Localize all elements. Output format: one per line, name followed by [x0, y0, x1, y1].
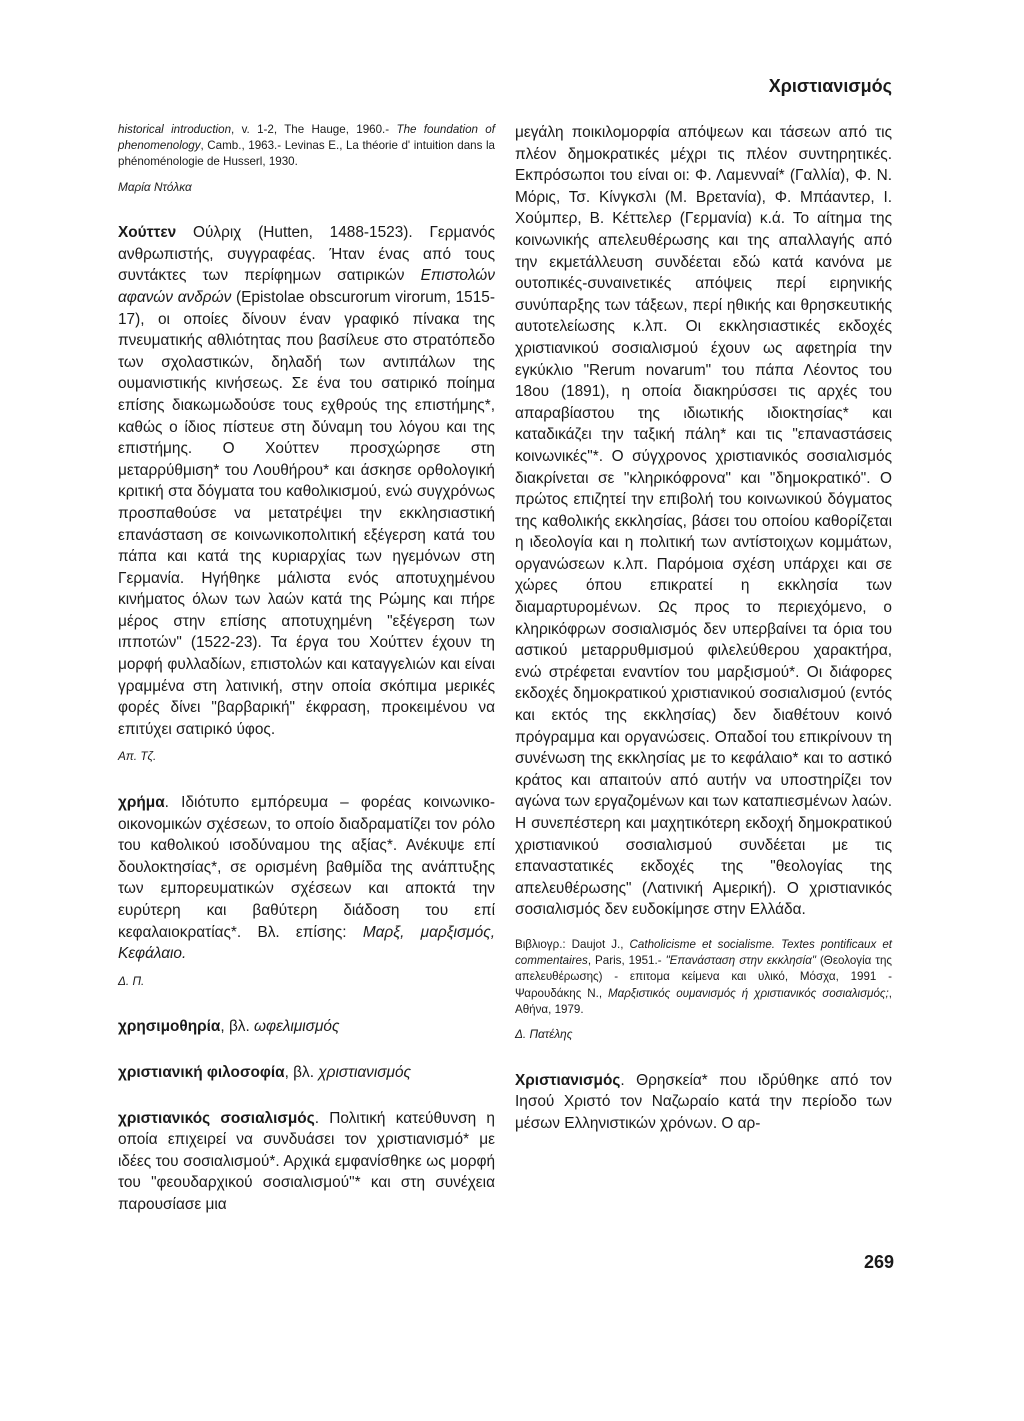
entry-chrima: χρήμα. Ιδιότυπο εμπόρευμα – φορέας κοινωνικο-οικονομικών σχέσεων, το οποίο διαδραματίζει τον ρόλο του καθολικού ισοδύναμου της αξίας*. Ανέκυψε επί δουλοκτησίας*, σε ορισμένη βαθμίδα της ανάπτυξης των εμπορευματικών σχέσεων και αποκτά την ευρύτερη και βαθύτερη διάδοση του επί κεφαλαιοκρατίας*. Βλ. επίσης: Μαρξ, μαρξισμός, Κεφάλαιο.	[118, 794, 495, 963]
entry-hutten: Χούττεν Ούλριχ (Hutten, 1488-1523). Γερμανός ανθρωπιστής, συγγραφέας. Ήταν ένας από τους συντάκτες των περίφημων σατιρικών Επιστολών αφανών ανδρών (Epistolae obscurorum virorum, 1515-17), οι οποίες δίνουν έναν γραφικό πίνακα της πνευματικής αθλιότητας που βασίλευε στο στρατόπεδο των σχολαστικών, δηλαδή των αντιπάλων της ουμανιστικής κινήσεως. Σε ένα του σατιρικό ποίημα επίσης διακωμωδούσε τους εχθρούς της επιστήμης*, καθώς ο ίδιος πίστευε στη δύναμη του λόγου και της επιστήμης. Ο Χούττεν προσχώρησε στη μεταρρύθμιση* του Λουθήρου* και άσκησε ορθολογική κριτική στα δόγματα του καθολικισμού, ενώ συγχρόνως προσπαθούσε να μετατρέψει την εκκλησιαστική επανάσταση σε κοινωνικοπολιτική εξέγερση κατά του πάπα και κατά της κυριαρχίας των ηγεμόνων στη Γερμανία. Ηγήθηκε μάλιστα ενός αποτυχημένου κινήματος όλων των λαών κατά της Ρώμης και πήρε μέρος στην επίσης αποτυχημένη "εξέγερση των ιπποτών" (1522-23). Τα έργα του Χούττεν έχουν τη μορφή φυλλαδίων, επιστολών και καταγγελιών και είναι γραμμένα στη λατινική, στην οποία σκόπιμα μερικές φορές δίνει "βαρβαρική" έκφραση, προκειμένου να επιτύχει σατιρικό ύφος.	[118, 224, 495, 738]
entry-chrisimothiria: χρησιμοθηρία, βλ. ωφελιμισμός	[118, 1018, 340, 1036]
right-column	[515, 122, 892, 1134]
author-signature: Δ. Π.	[118, 973, 145, 988]
entry-christian-socialism: χριστιανικός σοσιαλισμός. Πολιτική κατεύθυνση η οποία επιχειρεί να συνδυάσει τον χριστιανισμό* με ιδέες του σοσιαλισμού*. Αρχικά εμφανίσθηκε ως μορφή του "φεουδαρχικού σοσιαλισμού"* και στη συνέχεια παρουσίασε μια	[118, 1109, 495, 1213]
author-signature: Μαρία Ντόλκα	[118, 179, 192, 194]
bibliography-phenomenology: historical introduction, v. 1-2, The Hauge, 1960.- The foundation of phenomenology, Camb., 1963.- Levinas E., La théorie d' intuition dans la phénoménologie de Husserl, 1930.	[118, 123, 495, 169]
entry-christian-socialism-continued: μεγάλη ποικιλομορφία απόψεων και τάσεων από τις πλέον δημοκρατικές μέχρι τις πλέον συντηρητικές. Εκπρόσωποι του είναι οι: Φ. Λαμενναί* (Γαλλία), Φ. Ν. Μόρις, Τσ. Κίνγκσλι (Μ. Βρετανία), Φ. Μπάαντερ, Ι. Χούμπερ, Β. Κέττελερ (Γερμανία) κ.ά. Το αίτημα της κοινωνικής απελευθέρωσης και της απαλλαγής από την εκμετάλλευση συνδέεται εδώ κατά κανόνα με ουτοπικές-συναινετικές απόψεις περί ειρηνικής συνύπαρξης των τάξεων, περί ηθικής και θρησκευτικής αυτοτελείωσης κ.λπ. Οι εκκλησιαστικές εκδοχές χριστιανικού σοσιαλισμού έχουν ως αφετηρία την εγκύκλιο "Rerum novarum" του πάπα Λέοντος του 18ου (1891), η οποία διακηρύσσει τις αρχές του απαραβίαστου της ιδιωτικής ιδιοκτησίας* και καταδικάζει την ταξική πάλη* και τις "επαναστάσεις κοινωνικές"*. Ο σύγχρονος χριστιανικός σοσιαλισμός διακρίνεται σε "κληρικόφρονα" και "δημοκρατικό". Ο πρώτος επιζητεί την επιβολή του κοινωνικού δόγματος της καθολικής εκκλησίας, βάσει του οποίου καθορίζεται η ιδεολογία και η πολιτική των αντίστοιχων κομμάτων, οργανώσεων κ.λπ. Παρόμοια σχέση υπάρχει και σε χώρες όπου επικρατεί η εκκλησία των διαμαρτυρομένων. Ως προς το περιεχόμενο, ο κληρικόφρων σοσιαλισμός δεν υπερβαίνει τα όρια του αστικού μεταρρυθμισμού φιλελεύθερου χαρακτήρα, ενώ στρέφεται εναντίον του μαρξισμού*. Οι διάφορες εκδοχές δημοκρατικού χριστιανικού σοσιαλισμού (εντός και εκτός της εκκλησίας) δεν διαθέτουν κοινό πρόγραμμα και οργανώσεις. Οπαδοί του επικρίνουν τη συνένωση της εκκλησίας με το κεφάλαιο* και το αστικό κράτος και απαιτούν από αυτήν να υποστηρίζει τον αγώνα των εργαζομένων και των καταπιεσμένων λαών. Η συνεπέστερη και μαχητικότερη εκδοχή δημοκρατικού χριστιανικού σοσιαλισμού συνδέεται με τις επαναστατικές εκδοχές της "θεολογίας της απελευθέρωσης" (Λατινική Αμερική). Ο χριστιανικός σοσιαλισμός δεν ευδοκίμησε στην Ελλάδα.	[515, 124, 892, 919]
author-signature: Δ. Πατέλης	[515, 1026, 573, 1041]
entry-christian-philosophy: χριστιανική φιλοσοφία, βλ. χριστιανισμός	[118, 1063, 412, 1081]
page-number: 269	[863, 1252, 894, 1272]
bibliography-socialism: Βιβλιογρ.: Daujot J., Catholicisme et socialisme. Textes pontificaux et commentaires, Paris, 1951.- "Επανάσταση στην εκκλησία" (Θεολογία της απελευθέρωσης) - επιτομα κείμενα και υλικό, Μόσχα, 1991 - Ψαρουδάκης Ν., Μαρξιστικός ουμανισμός ή χριστιανικός σοσιαλισμός;, Αθήνα, 1979.	[515, 937, 893, 1016]
author-signature: Απ. Τζ.	[118, 749, 157, 764]
left-column	[118, 122, 495, 1216]
entry-christianismos: Χριστιανισμός. Θρησκεία* που ιδρύθηκε από τον Ιησού Χριστό τον Ναζωραίο κατά την περίοδο των μέσων Ελληνιστικών χρόνων. Ο αρ-	[515, 1071, 892, 1132]
running-head: Χριστιανισμός	[768, 76, 892, 96]
